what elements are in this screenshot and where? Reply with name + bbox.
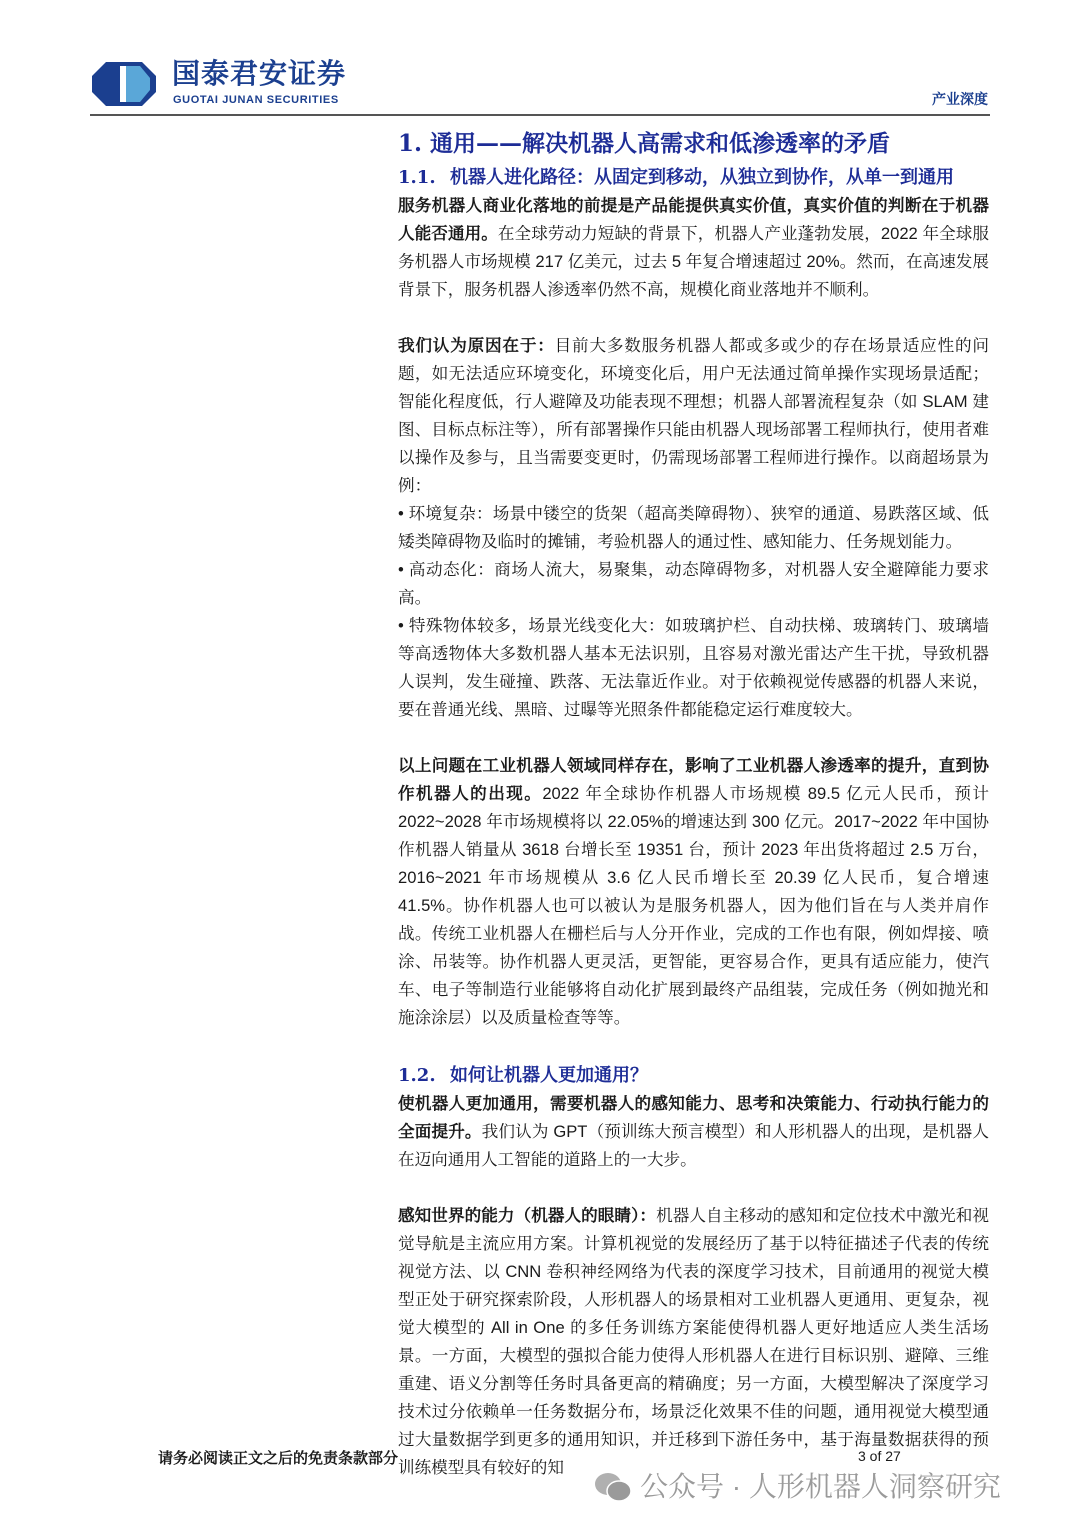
brand-name-cn: 国泰君安证券 [172,58,347,89]
bold-lead: 服务机器人商业化落地的前提是产品能提供真实价值，真实价值的判断在于机器人能否通用。 [398,196,989,243]
page-number: 3 of 27 [858,1448,901,1464]
heading-number: 1.1. [398,167,436,188]
bold-lead: 以上问题在工业机器人领域同样存在，影响了工业机器人渗透率的提升，直到协作机器人的出现。 [398,756,989,803]
bold-lead: 感知世界的能力（机器人的眼睛）： [398,1206,657,1225]
brand-name-en: GUOTAI JUNAN SECURITIES [173,94,339,106]
bullet-item: • 高动态化：商场人流大，易聚集，动态障碍物多，对机器人安全避障能力要求高。 [398,560,989,607]
section-heading-1-1 [398,164,989,192]
paragraph [398,332,989,500]
paragraph-text: 目前大多数服务机器人都或多或少的存在场景适应性的问题，如无法适应环境变化，环境变化后，用户无法通过简单操作实现场景适配；智能化程度低，行人避障及功能表现不理想；机器人部署流程复杂（如 SLAM 建图、目标点标注等），所有部署操作只能由机器人现场部署工程师执行，使用者难以操作及参与，且当需要变更时，仍需现场部署工程师进行操作。以商超场景为例： [398,336,989,495]
wechat-icon [594,1471,632,1503]
header-divider [90,114,990,116]
paragraph [398,1090,989,1174]
section-heading-1: 1. 通用——解决机器人高需求和低渗透率的矛盾 [398,130,891,157]
paragraph-text: 机器人自主移动的感知和定位技术中激光和视觉导航是主流应用方案。计算机视觉的发展经历了基于以特征描述子代表的传统视觉方法、以 CNN 卷积神经网络为代表的深度学习技术，目前通用的视觉大模型正处于研究探索阶段，人形机器人的场景相对工业机器人更通用、更复杂，视觉大模型的 All in One 的多任务训练方案能使得机器人更好地适应人类生活场景。一方面，大模型的强拟合能力使得人形机器人在进行目标识别、避障、三维重建、语义分割等任务时具备更高的精确度；另一方面，大模型解决了深度学习技术过分依赖单一任务数据分布，场景泛化效果不佳的问题，通用视觉大模型通过大量数据学到更多的通用知识，并迁移到下游任务中，基于海量数据获得的预训练模型具有较好的知 [398,1206,989,1477]
heading-number: 1.2. [398,1065,436,1086]
bold-lead: 使机器人更加通用，需要机器人的感知能力、思考和决策能力、行动执行能力的全面提升。 [398,1094,989,1141]
paragraph-text: 2022 年全球协作机器人市场规模 89.5 亿元人民币，预计 2022~2028 年市场规模将以 22.05%的增速达到 300 亿元。2017~2022 年中国协作机器人销量从 3618 台增长至 19351 台，预计 2023 年出货将超过 2.5 万台，2016~2021 年市场规模从 3.6 亿人民币增长至 20.39 亿人民币，复合增速 41.5%。协作机器人也可以被认为是服务机器人，因为他们旨在与人类并肩作战。传统工业机器人在栅栏后与人分开作业，完成的工作也有限，例如焊接、喷涂、吊装等。协作机器人更灵活，更智能，更容易合作，更具有适应能力，使汽车、电子等制造行业能够将自动化扩展到最终产品组装，完成任务（例如抛光和施涂涂层）以及质量检查等等。 [398,784,990,1027]
section-heading-1-2 [398,1062,989,1090]
paragraph [398,752,989,1032]
main-content [398,126,989,1482]
report-type-tag: 产业深度 [932,91,988,107]
heading-title: 机器人进化路径：从固定到移动，从独立到协作，从单一到通用 [450,167,954,188]
paragraph [398,192,989,304]
guotai-junan-logo-icon [92,62,156,106]
bullet-item: • 环境复杂：场景中镂空的货架（超高类障碍物）、狭窄的通道、易跌落区域、低矮类障碍物及临时的摊铺，考验机器人的通过性、感知能力、任务规划能力。 [398,504,989,551]
bullet-item: • 特殊物体较多，场景光线变化大：如玻璃护栏、自动扶梯、玻璃转门、玻璃墙等高透物体大多数机器人基本无法识别，且容易对激光雷达产生干扰，导致机器人误判，发生碰撞、跌落、无法靠近作业。对于依赖视觉传感器的机器人来说，要在普通光线、黑暗、过曝等光照条件都能稳定运行难度较大。 [398,616,989,719]
bold-lead: 我们认为原因在于： [398,336,555,355]
heading-title: 如何让机器人更加通用？ [450,1065,648,1086]
paragraph [398,1202,989,1482]
paragraph-text: 在全球劳动力短缺的背景下，机器人产业蓬勃发展，2022 年全球服务机器人市场规模 217 亿美元，过去 5 年复合增速超过 20%。然而，在高速发展背景下，服务机器人渗透率仍然不高，规模化商业落地并不顺利。 [398,224,989,299]
disclaimer-note: 请务必阅读正文之后的免责条款部分 [158,1450,399,1467]
paragraph-text: 我们认为 GPT（预训练大预言模型）和人形机器人的出现，是机器人在迈向通用人工智能的道路上的一大步。 [398,1122,989,1169]
watermark [594,1470,1001,1504]
watermark-text: 公众号 · 人形机器人洞察研究 [640,1471,1001,1502]
